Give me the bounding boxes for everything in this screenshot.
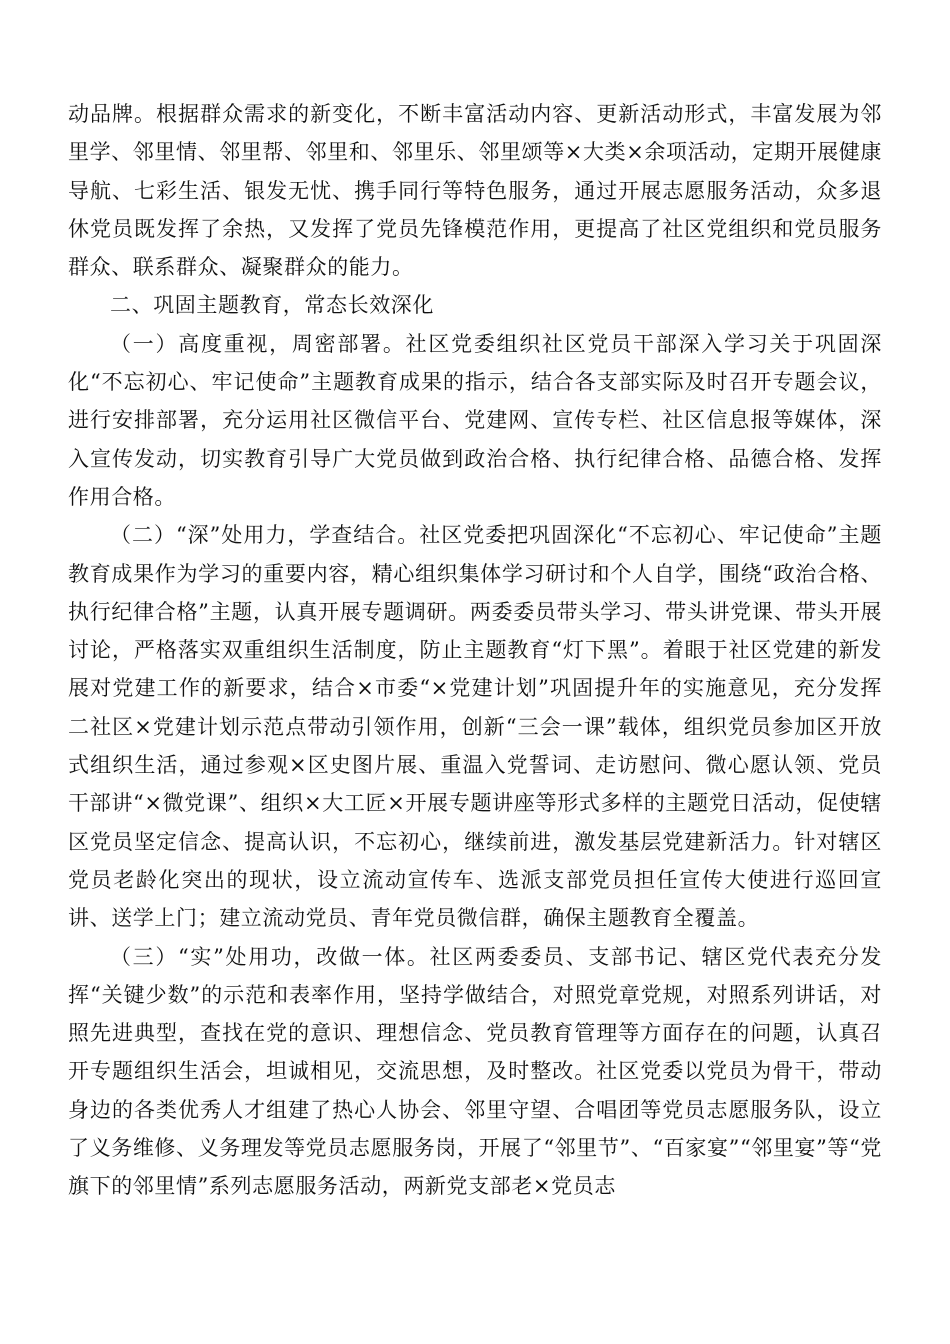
body-paragraph: （二）“深”处用力，学查结合。社区党委把巩固深化“不忘初心、牢记使命”主题教育成果作为学习的重要内容，精心组织集体学习研讨和个人自学，围绕“政治合格、执行纪律合格”主题，认真开展专题调研。两委委员带头学习、带头讲党课、带头开展讨论，严格落实双重组织生活制度，防止主题教育“灯下黑”。着眼于社区党建的新发展对党建工作的新要求，结合×市委“×党建计划”巩固提升年的实施意见，充分发挥二社区×党建计划示范点带动引领作用，创新“三会一课”载体，组织党员参加区开放式组织生活，通过参观×区史图片展、重温入党誓词、走访慰问、微心愿认领、党员干部讲“×微党课”、组织×大工匠×开展专题讲座等形式多样的主题党日活动，促使辖区党员坚定信念、提高认识，不忘初心，继续前进，激发基层党建新活力。针对辖区党员老龄化突出的现状，设立流动宣传车、选派支部党员担任宣传大使进行巡回宣讲、送学上门；建立流动党员、青年党员微信群，确保主题教育全覆盖。 — [68, 523, 882, 931]
document-body — [68, 95, 882, 1206]
body-paragraph: （一）高度重视，周密部署。社区党委组织社区党员干部深入学习关于巩固深化“不忘初心、牢记使命”主题教育成果的指示，结合各支部实际及时召开专题会议，进行安排部署，充分运用社区微信平台、党建网、宣传专栏、社区信息报等媒体，深入宣传发动，切实教育引导广大党员做到政治合格、执行纪律合格、品德合格、发挥作用合格。 — [68, 331, 882, 509]
body-paragraph: （三）“实”处用功，改做一体。社区两委委员、支部书记、辖区党代表充分发挥“关键少数”的示范和表率作用，坚持学做结合，对照党章党规，对照系列讲话，对照先进典型，查找在党的意识、理想信念、党员教育管理等方面存在的问题，认真召开专题组织生活会，坦诚相见，交流思想，及时整改。社区党委以党员为骨干，带动身边的各类优秀人才组建了热心人协会、邻里守望、合唱团等党员志愿服务队，设立了义务维修、义务理发等党员志愿服务岗，开展了“邻里节”、“百家宴”“邻里宴”等“党旗下的邻里情”系列志愿服务活动，两新党支部老×党员志 — [68, 944, 882, 1199]
section-heading: 二、巩固主题教育，常态长效深化 — [110, 293, 434, 318]
continuation-paragraph: 动品牌。根据群众需求的新变化，不断丰富活动内容、更新活动形式，丰富发展为邻里学、邻里情、邻里帮、邻里和、邻里乐、邻里颂等×大类×余项活动，定期开展健康导航、七彩生活、银发无忧、携手同行等特色服务，通过开展志愿服务活动，众多退休党员既发挥了余热，又发挥了党员先锋模范作用，更提高了社区党组织和党员服务群众、联系群众、凝聚群众的能力。 — [68, 102, 882, 280]
